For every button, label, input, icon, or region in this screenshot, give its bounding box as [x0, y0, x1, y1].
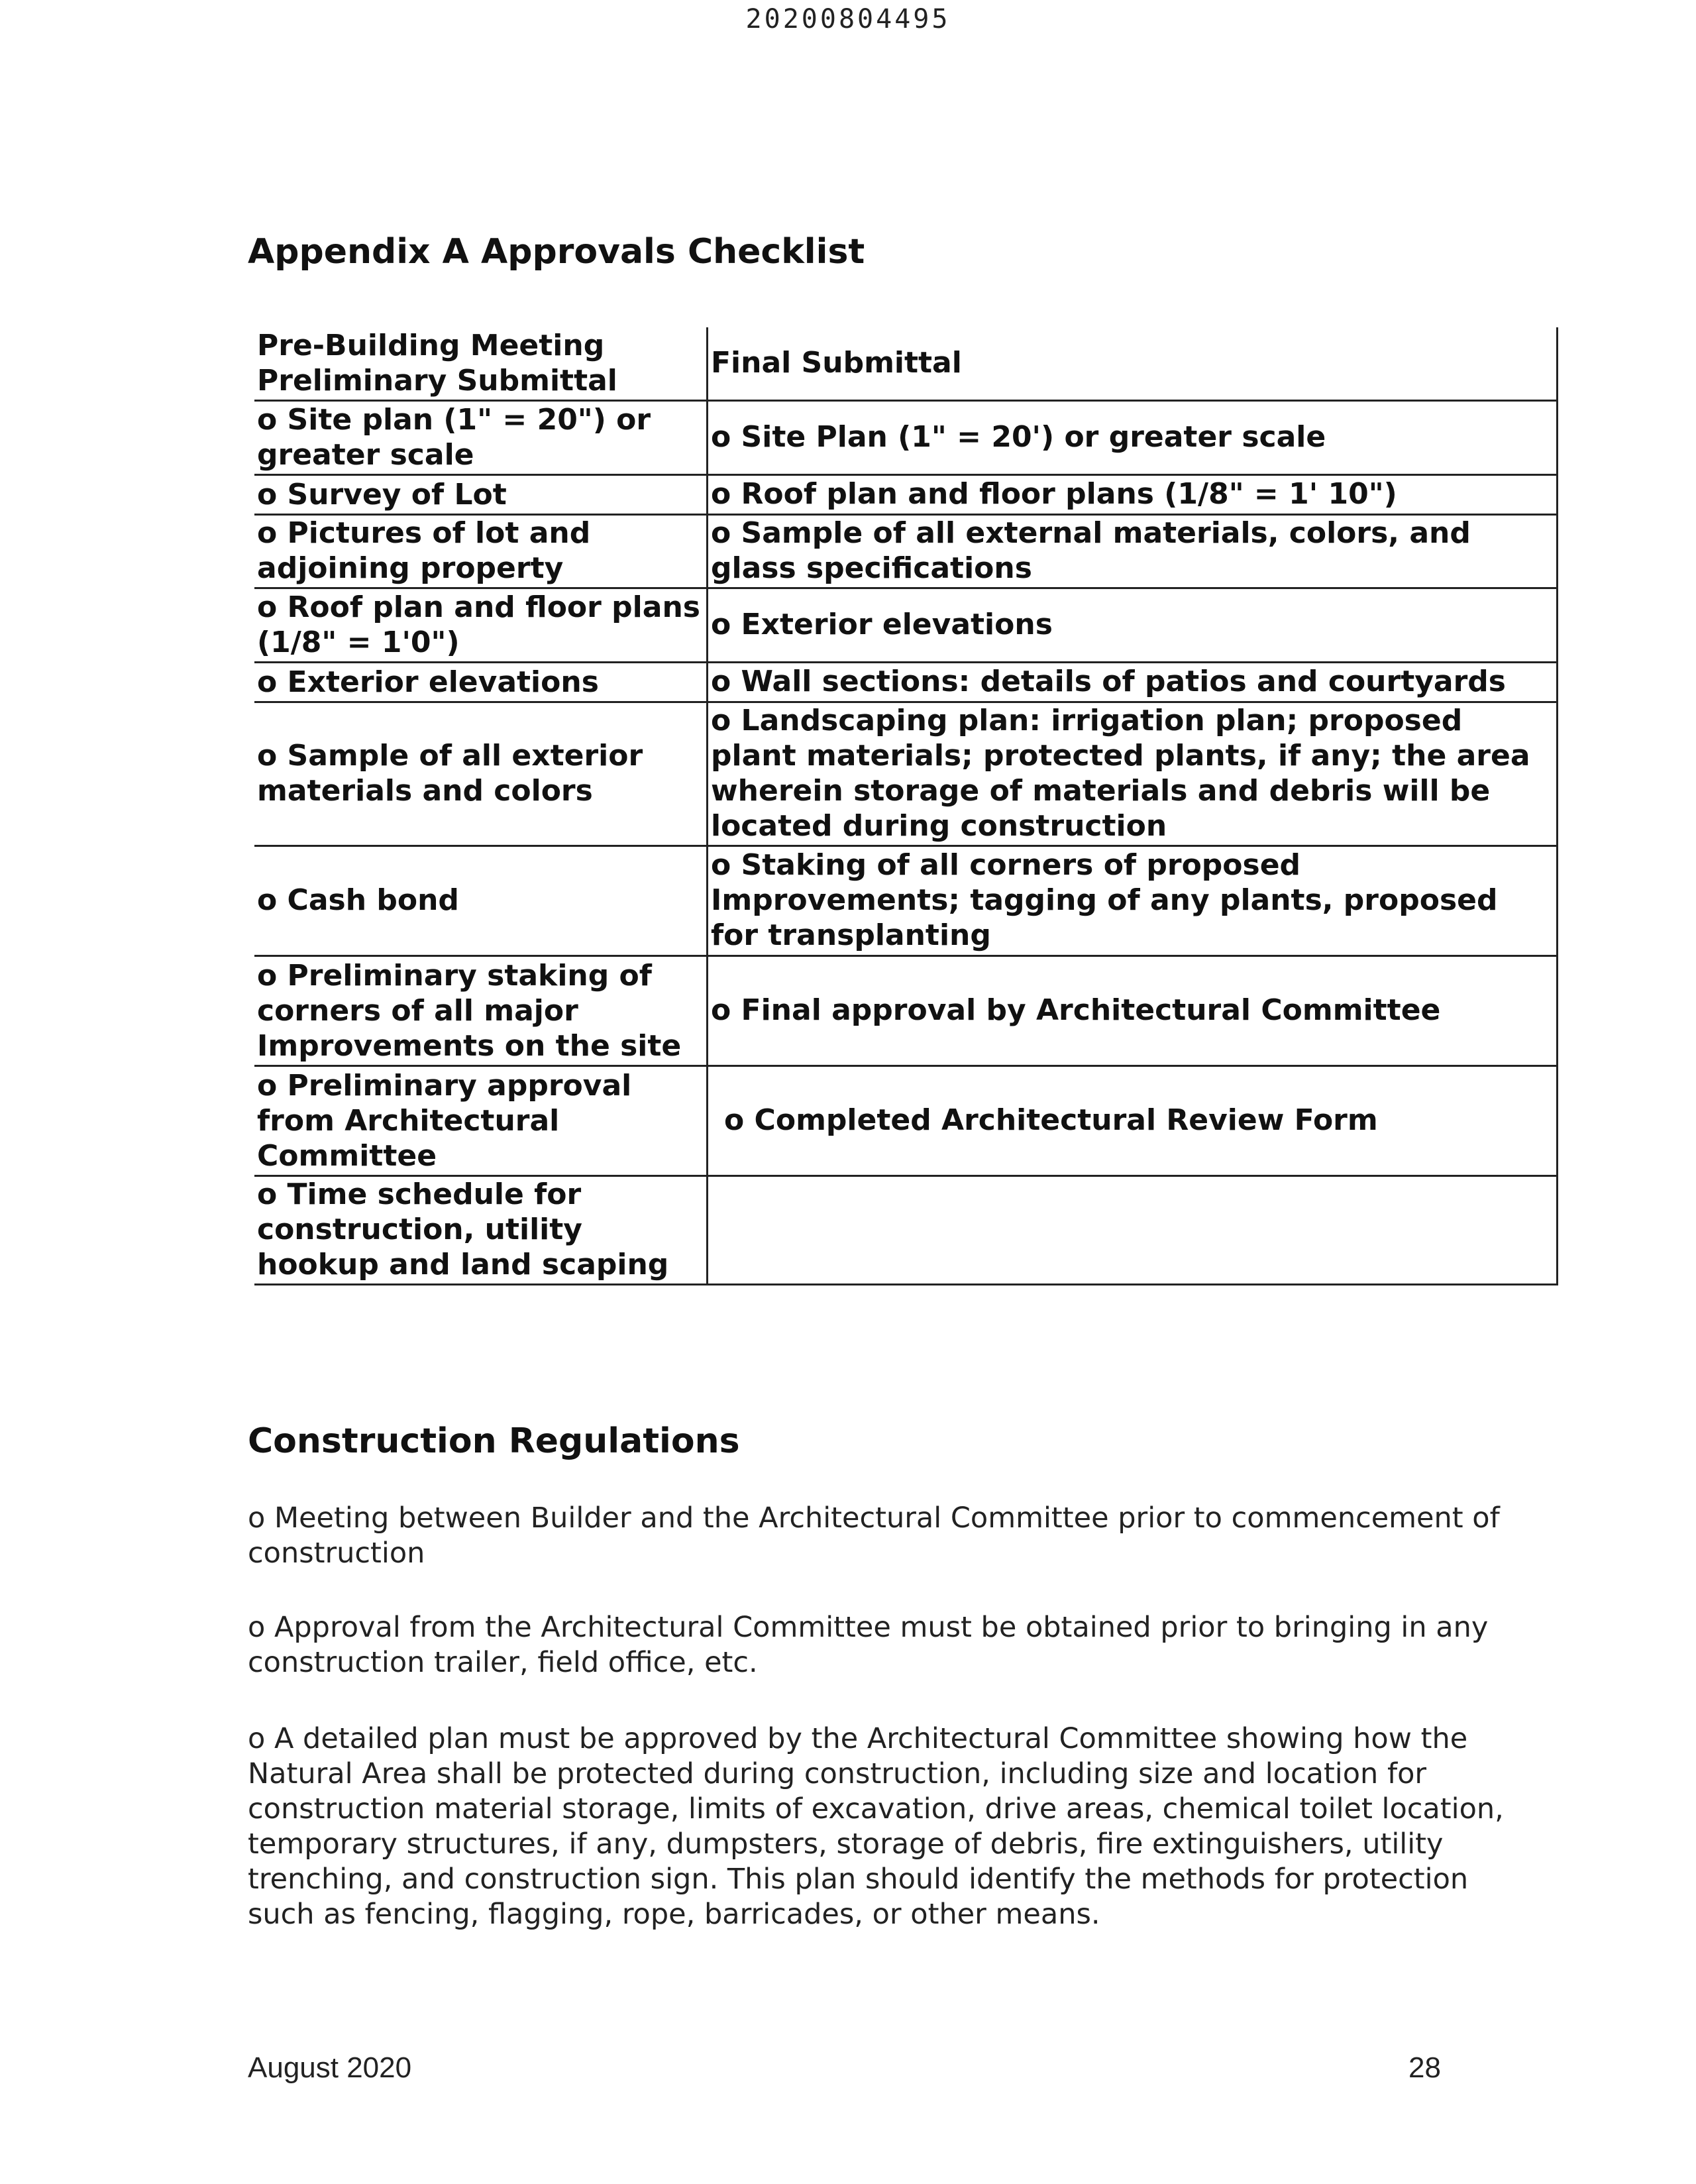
table-row	[254, 846, 1558, 956]
table-row	[254, 514, 1558, 588]
table-cell-right	[708, 1175, 1558, 1284]
table-cell-right: o Landscaping plan: irrigation plan; proposed plant materials; protected plants, if any; the area wherein storage of materials and debris will be located during construction	[708, 702, 1558, 846]
table-cell-right: o Sample of all external materials, colors, and glass specifications	[708, 514, 1558, 588]
approvals-checklist-table	[254, 327, 1558, 1285]
table-row	[254, 702, 1558, 846]
table-cell-right: o Final approval by Architectural Committee	[708, 956, 1558, 1065]
table-row	[254, 400, 1558, 474]
regulation-paragraph: o Approval from the Architectural Committee must be obtained prior to bringing in any construction trailer, field office, etc.	[248, 1611, 1489, 1679]
table-cell-right: o Wall sections: details of patios and courtyards	[708, 662, 1558, 702]
table-cell-right: o Staking of all corners of proposed Improvements; tagging of any plants, proposed for transplanting	[708, 846, 1558, 956]
table-row	[254, 588, 1558, 662]
page-number: 28	[1408, 2051, 1441, 2084]
appendix-title: Appendix A Approvals Checklist	[248, 232, 865, 272]
table-row	[254, 1065, 1558, 1175]
table-row	[254, 956, 1558, 1065]
table-cell-right: o Site Plan (1" = 20') or greater scale	[708, 400, 1558, 474]
table-cell-right: Final Submittal	[708, 327, 1558, 400]
table-cell-left: o Sample of all exterior materials and colors	[254, 702, 708, 846]
table-cell-left: o Exterior elevations	[254, 662, 708, 702]
table-row	[254, 662, 1558, 702]
table-cell-left: o Preliminary staking of corners of all major Improvements on the site	[254, 956, 708, 1065]
footer-date: August 2020	[248, 2051, 412, 2084]
table-cell-left: o Site plan (1" = 20") or greater scale	[254, 400, 708, 474]
table-cell-left: o Survey of Lot	[254, 474, 708, 514]
table-cell-right: o Exterior elevations	[708, 588, 1558, 662]
table-row	[254, 1175, 1558, 1284]
document-number: 20200804495	[745, 4, 951, 34]
table-cell-left: o Cash bond	[254, 846, 708, 956]
table-cell-left: o Time schedule for construction, utility hookup and land scaping	[254, 1175, 708, 1284]
table-cell-left: o Roof plan and floor plans (1/8" = 1'0")	[254, 588, 708, 662]
table-cell-right: o Roof plan and floor plans (1/8" = 1' 10")	[708, 474, 1558, 514]
table-cell-left: o Pictures of lot and adjoining property	[254, 514, 708, 588]
table-row	[254, 327, 1558, 400]
regulation-paragraph: o Meeting between Builder and the Architectural Committee prior to commencement of construction	[248, 1502, 1500, 1570]
table-cell-left: Pre-Building Meeting Preliminary Submittal	[254, 327, 708, 400]
table-cell-left: o Preliminary approval from Architectural Committee	[254, 1065, 708, 1175]
table-row	[254, 474, 1558, 514]
table-cell-right: o Completed Architectural Review Form	[708, 1065, 1558, 1175]
regulation-paragraph: o A detailed plan must be approved by the Architectural Committee showing how the Natural Area shall be protected during construction, including size and location for construction material storage, limits of excavation, drive areas, chemical toilet location, temporary structures, if any, dumpsters, storage of debris, fire extinguishers, utility trenching, and construction sign. This plan should identify the methods for protection such as fencing, flagging, rope, barricades, or other means.	[248, 1722, 1504, 1931]
construction-regulations-title: Construction Regulations	[248, 1421, 740, 1461]
